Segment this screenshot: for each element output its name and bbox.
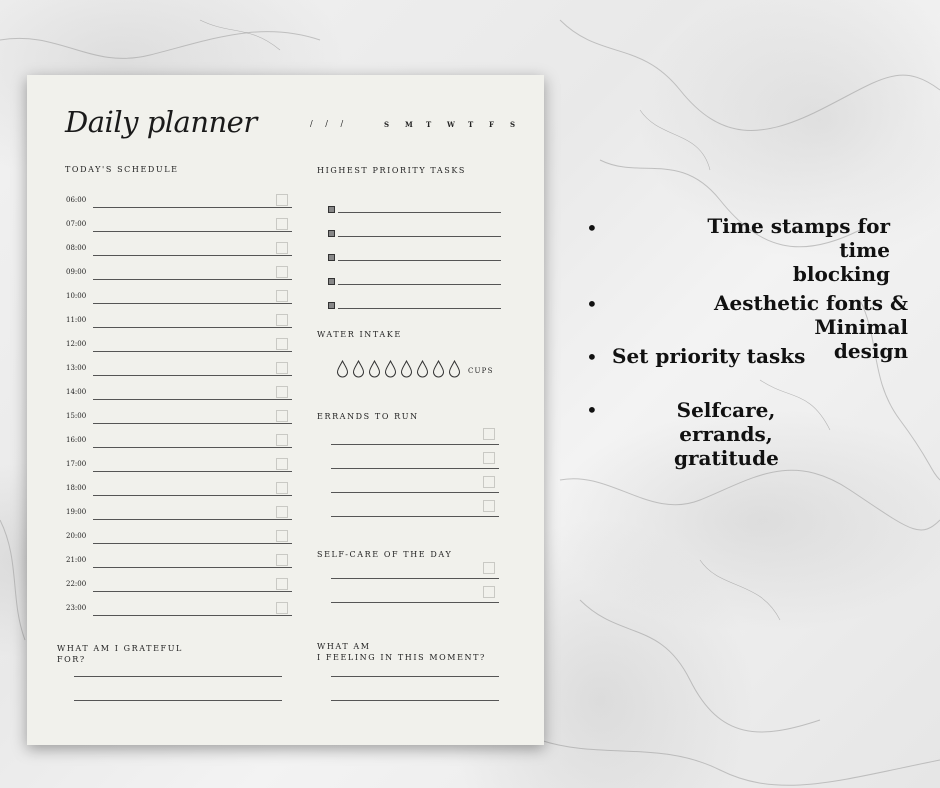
schedule-line xyxy=(93,327,292,328)
feeling-line[interactable] xyxy=(331,683,499,705)
schedule-line xyxy=(93,231,292,232)
schedule-checkbox[interactable] xyxy=(276,314,288,326)
schedule-line xyxy=(93,255,292,256)
water-drop-icon[interactable] xyxy=(368,360,381,378)
water-drop-icon[interactable] xyxy=(336,360,349,378)
priority-task-row[interactable] xyxy=(328,249,501,267)
priority-checkbox[interactable] xyxy=(328,254,335,261)
schedule-row[interactable] xyxy=(65,385,292,409)
schedule-row[interactable] xyxy=(65,241,292,265)
selfcare-line xyxy=(331,602,499,603)
schedule-time: 22:00 xyxy=(66,580,87,588)
schedule-time: 11:00 xyxy=(66,316,87,324)
schedule-checkbox[interactable] xyxy=(276,218,288,230)
schedule-row[interactable] xyxy=(65,337,292,361)
schedule-time: 16:00 xyxy=(66,436,87,444)
priority-label: HIGHEST PRIORITY TASKS xyxy=(317,166,466,175)
schedule-time: 23:00 xyxy=(66,604,87,612)
feature-text: Selfcare, xyxy=(676,398,776,422)
schedule-time: 19:00 xyxy=(66,508,87,516)
schedule-checkbox[interactable] xyxy=(276,578,288,590)
schedule-time: 21:00 xyxy=(66,556,87,564)
priority-checkbox[interactable] xyxy=(328,302,335,309)
water-drop-icon[interactable] xyxy=(352,360,365,378)
errands-label: ERRANDS TO RUN xyxy=(317,412,419,421)
weekday-wednesday: W xyxy=(447,120,455,129)
bullet-dot: • xyxy=(586,345,598,369)
errand-row[interactable] xyxy=(331,499,499,521)
feature-selfcare xyxy=(674,398,778,470)
feature-text: design xyxy=(833,339,908,363)
priority-task-row[interactable] xyxy=(328,225,501,243)
errand-row[interactable] xyxy=(331,427,499,449)
schedule-time: 15:00 xyxy=(66,412,87,420)
weekday-saturday: S xyxy=(510,120,516,129)
schedule-time: 17:00 xyxy=(66,460,87,468)
water-drop-icon[interactable] xyxy=(400,360,413,378)
errand-checkbox[interactable] xyxy=(483,500,495,512)
schedule-row[interactable] xyxy=(65,313,292,337)
schedule-checkbox[interactable] xyxy=(276,602,288,614)
priority-line xyxy=(338,284,501,285)
selfcare-line xyxy=(331,578,499,579)
schedule-row[interactable] xyxy=(65,457,292,481)
schedule-checkbox[interactable] xyxy=(276,410,288,422)
errand-checkbox[interactable] xyxy=(483,428,495,440)
schedule-checkbox[interactable] xyxy=(276,458,288,470)
feeling-label-line1: WHAT AM xyxy=(317,642,371,651)
weekday-friday: F xyxy=(489,120,494,129)
feature-text: errands, xyxy=(679,422,773,446)
schedule-row[interactable] xyxy=(65,289,292,313)
schedule-line xyxy=(93,615,292,616)
feature-text: blocking xyxy=(792,262,890,286)
schedule-checkbox[interactable] xyxy=(276,386,288,398)
errand-line xyxy=(331,516,499,517)
priority-line xyxy=(338,260,501,261)
schedule-checkbox[interactable] xyxy=(276,530,288,542)
selfcare-checkbox[interactable] xyxy=(483,586,495,598)
schedule-line xyxy=(93,447,292,448)
feeling-label-line2: I FEELING IN THIS MOMENT? xyxy=(317,653,486,662)
feeling-line[interactable] xyxy=(331,659,499,681)
schedule-time: 07:00 xyxy=(66,220,87,228)
priority-task-row[interactable] xyxy=(328,201,501,219)
schedule-row[interactable] xyxy=(65,577,292,601)
planner-page xyxy=(27,75,544,745)
schedule-checkbox[interactable] xyxy=(276,362,288,374)
weekday-sunday: S xyxy=(384,120,390,129)
schedule-line xyxy=(93,471,292,472)
schedule-checkbox[interactable] xyxy=(276,290,288,302)
schedule-row[interactable] xyxy=(65,433,292,457)
schedule-checkbox[interactable] xyxy=(276,242,288,254)
schedule-line xyxy=(93,375,292,376)
bullet-dot: • xyxy=(586,216,598,240)
schedule-label: TODAY'S SCHEDULE xyxy=(65,165,179,174)
schedule-row[interactable] xyxy=(65,409,292,433)
priority-line xyxy=(338,212,501,213)
schedule-line xyxy=(93,591,292,592)
errand-checkbox[interactable] xyxy=(483,476,495,488)
water-drop-icon[interactable] xyxy=(432,360,445,378)
schedule-row[interactable] xyxy=(65,601,292,625)
weekday-thursday: T xyxy=(468,120,474,129)
errand-line xyxy=(331,468,499,469)
priority-line xyxy=(338,308,501,309)
schedule-time: 20:00 xyxy=(66,532,87,540)
selfcare-label: SELF-CARE OF THE DAY xyxy=(317,550,453,559)
schedule-row[interactable] xyxy=(65,553,292,577)
feature-text: Time stamps for time xyxy=(707,214,890,262)
feature-priority-tasks xyxy=(612,344,852,368)
schedule-line xyxy=(93,351,292,352)
schedule-line xyxy=(93,423,292,424)
errand-line xyxy=(331,492,499,493)
errand-checkbox[interactable] xyxy=(483,452,495,464)
schedule-line xyxy=(93,519,292,520)
water-drop-icon[interactable] xyxy=(448,360,461,378)
feature-time-stamps xyxy=(650,214,890,286)
schedule-row[interactable] xyxy=(65,361,292,385)
schedule-checkbox[interactable] xyxy=(276,194,288,206)
schedule-line xyxy=(93,567,292,568)
feature-text: gratitude xyxy=(674,446,779,470)
schedule-line xyxy=(93,207,292,208)
date-slots: / / / xyxy=(310,119,349,128)
bullet-dot: • xyxy=(586,292,598,316)
schedule-checkbox[interactable] xyxy=(276,506,288,518)
feature-text: Aesthetic fonts & Minimal xyxy=(714,291,908,339)
grateful-line[interactable] xyxy=(74,659,282,681)
schedule-time: 09:00 xyxy=(66,268,87,276)
priority-task-row[interactable] xyxy=(328,273,501,291)
grateful-label-line2: FOR? xyxy=(57,655,86,664)
grateful-label-line1: WHAT AM I GRATEFUL xyxy=(57,644,183,653)
water-drop-icon[interactable] xyxy=(416,360,429,378)
schedule-line xyxy=(93,399,292,400)
schedule-line xyxy=(93,495,292,496)
priority-line xyxy=(338,236,501,237)
errand-row[interactable] xyxy=(331,475,499,497)
schedule-time: 18:00 xyxy=(66,484,87,492)
priority-checkbox[interactable] xyxy=(328,230,335,237)
schedule-line xyxy=(93,303,292,304)
schedule-line xyxy=(93,279,292,280)
bullet-dot: • xyxy=(586,398,598,422)
schedule-row[interactable] xyxy=(65,217,292,241)
errand-line xyxy=(331,444,499,445)
schedule-checkbox[interactable] xyxy=(276,338,288,350)
weekday-monday: M xyxy=(405,120,413,129)
schedule-time: 13:00 xyxy=(66,364,87,372)
errand-row[interactable] xyxy=(331,451,499,473)
schedule-checkbox[interactable] xyxy=(276,482,288,494)
schedule-time: 12:00 xyxy=(66,340,87,348)
water-drops xyxy=(336,360,461,378)
schedule-time: 08:00 xyxy=(66,244,87,252)
planner-title: Daily planner xyxy=(65,105,257,139)
cups-label: CUPS xyxy=(468,367,494,375)
weekday-row xyxy=(384,120,531,129)
water-intake-label: WATER INTAKE xyxy=(317,330,402,339)
priority-checkbox[interactable] xyxy=(328,206,335,213)
schedule-row[interactable] xyxy=(65,265,292,289)
priority-checkbox[interactable] xyxy=(328,278,335,285)
schedule-row[interactable] xyxy=(65,529,292,553)
weekday-tuesday: T xyxy=(426,120,432,129)
schedule-time: 10:00 xyxy=(66,292,87,300)
selfcare-checkbox[interactable] xyxy=(483,562,495,574)
water-drop-icon[interactable] xyxy=(384,360,397,378)
schedule-row[interactable] xyxy=(65,481,292,505)
schedule-time: 14:00 xyxy=(66,388,87,396)
schedule-checkbox[interactable] xyxy=(276,554,288,566)
schedule-row[interactable] xyxy=(65,505,292,529)
priority-task-row[interactable] xyxy=(328,297,501,315)
schedule-checkbox[interactable] xyxy=(276,266,288,278)
selfcare-row[interactable] xyxy=(331,561,499,583)
feature-text: Set priority tasks xyxy=(612,344,806,368)
selfcare-row[interactable] xyxy=(331,585,499,607)
schedule-line xyxy=(93,543,292,544)
schedule-row[interactable] xyxy=(65,193,292,217)
schedule-checkbox[interactable] xyxy=(276,434,288,446)
schedule-time: 06:00 xyxy=(66,196,87,204)
grateful-line[interactable] xyxy=(74,683,282,705)
